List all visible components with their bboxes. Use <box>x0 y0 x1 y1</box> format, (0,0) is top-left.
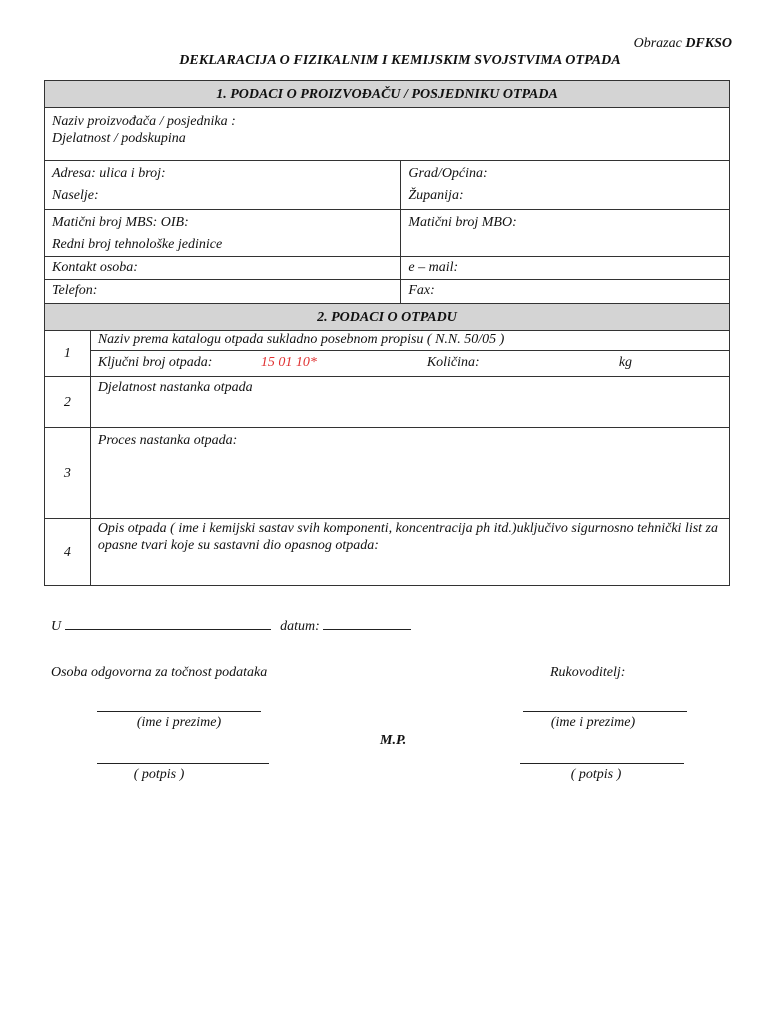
row-number: 3 <box>45 428 91 519</box>
form-code: DFKSO <box>685 36 732 51</box>
producer-name-label: Naziv proizvođača / posjednika : <box>52 114 236 129</box>
responsible-name-line[interactable] <box>97 711 261 712</box>
responsible-signature-line[interactable] <box>97 763 269 764</box>
tech-unit-label: Redni broj tehnološke jedinice <box>52 237 223 252</box>
activity-origin-label: Djelatnost nastanka otpada <box>97 380 253 395</box>
row-number: 2 <box>45 377 91 428</box>
place-input-line[interactable] <box>65 615 271 630</box>
row-number: 4 <box>45 519 91 586</box>
activity-label: Djelatnost / podskupina <box>52 131 186 146</box>
waste-description-cell[interactable] <box>90 519 729 586</box>
quantity-unit: kg <box>618 355 633 370</box>
phone-cell[interactable] <box>45 280 401 304</box>
contact-cell[interactable] <box>45 257 401 280</box>
mbo-cell[interactable] <box>401 210 730 257</box>
fax-label: Fax: <box>408 283 435 298</box>
fax-cell[interactable] <box>401 280 730 304</box>
address-label: Adresa: ulica i broj: <box>52 166 166 181</box>
contact-label: Kontakt osoba: <box>52 260 138 275</box>
waste-key-cell[interactable] <box>90 351 729 377</box>
process-origin-cell[interactable] <box>90 428 729 519</box>
quantity-label: Količina: <box>426 355 480 370</box>
responsible-signature-hint: ( potpis ) <box>133 767 185 782</box>
waste-description-label: Opis otpada ( ime i kemijski sastav svih komponenti, koncentracija ph itd.)uključivo sigurnosno tehnički list za opasne tvari koje su sastavni dio opasnog otpada: <box>97 521 718 553</box>
place-date-line <box>51 615 411 635</box>
manager-name-line[interactable] <box>523 711 687 712</box>
process-origin-label: Proces nastanka otpada: <box>97 433 238 448</box>
catalog-label: Naziv prema katalogu otpada sukladno posebnom propisu ( N.N. 50/05 ) <box>97 332 505 347</box>
phone-label: Telefon: <box>52 283 98 298</box>
document-title: DEKLARACIJA O FIZIKALNIM I KEMIJSKIM SVOJSTVIMA OTPADA <box>179 53 621 68</box>
waste-key-label: Ključni broj otpada: <box>97 355 213 370</box>
email-cell[interactable] <box>401 257 730 280</box>
mbs-oib-label: Matični broj MBS: OIB: <box>52 215 189 230</box>
producer-name-cell[interactable] <box>45 108 730 161</box>
declaration-form-table <box>44 80 730 586</box>
registration-cell[interactable] <box>45 210 401 257</box>
section1-title: 1. PODACI O PROIZVOĐAČU / POSJEDNIKU OTPADA <box>45 81 730 108</box>
stamp-placeholder: M.P. <box>380 733 407 748</box>
city-cell[interactable] <box>401 161 730 210</box>
catalog-name-cell[interactable] <box>90 331 729 351</box>
manager-signature-hint: ( potpis ) <box>570 767 622 782</box>
form-reference <box>634 36 732 52</box>
city-label: Grad/Općina: <box>408 166 488 181</box>
place-prefix: U <box>51 619 62 634</box>
email-label: e – mail: <box>408 260 459 275</box>
activity-origin-cell[interactable] <box>90 377 729 428</box>
manager-signature-line[interactable] <box>520 763 684 764</box>
form-prefix: Obrazac <box>633 36 686 51</box>
responsible-person-label: Osoba odgovorna za točnost podataka <box>51 665 268 680</box>
address-cell[interactable] <box>45 161 401 210</box>
settlement-label: Naselje: <box>52 188 99 203</box>
row-number: 1 <box>45 331 91 377</box>
date-label: datum: <box>280 619 320 634</box>
date-input-line[interactable] <box>323 615 411 630</box>
county-label: Županija: <box>408 188 464 203</box>
manager-label: Rukovoditelj: <box>550 665 626 680</box>
responsible-name-hint: (ime i prezime) <box>136 715 222 730</box>
waste-key-value: 15 01 10* <box>260 355 317 370</box>
manager-name-hint: (ime i prezime) <box>550 715 636 730</box>
mbo-label: Matični broj MBO: <box>408 215 517 230</box>
section2-title: 2. PODACI O OTPADU <box>45 304 730 331</box>
